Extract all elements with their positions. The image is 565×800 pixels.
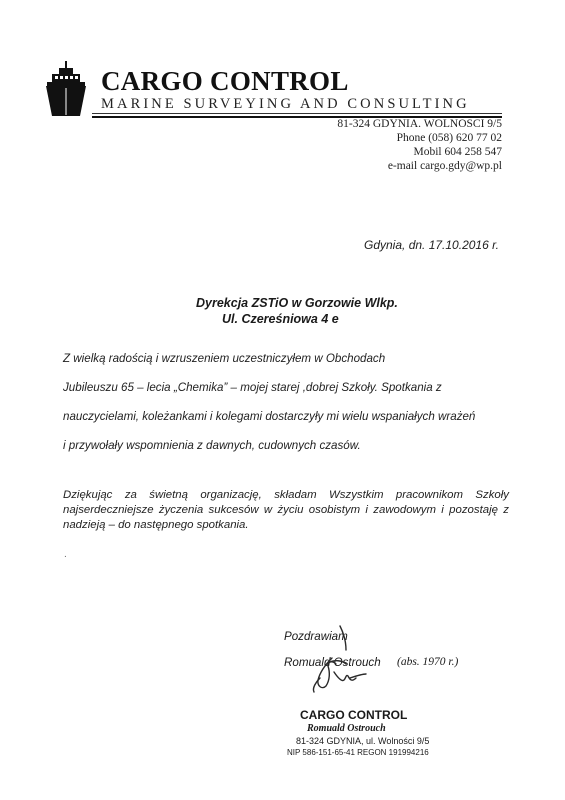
closing-greeting: Pozdrawiam bbox=[284, 630, 348, 643]
recipient-line-1: Dyrekcja ZSTiO w Gorzowie Wlkp. bbox=[196, 296, 398, 310]
alumni-note: (abs. 1970 r.) bbox=[397, 656, 459, 668]
company-name: CARGO CONTROL bbox=[101, 66, 349, 96]
letterhead-rule-thin bbox=[92, 113, 502, 114]
handwritten-signature bbox=[286, 620, 386, 700]
body-paragraph-2: Dziękując za świetną organizację, składam Wszystkim pracownikom Szkoły najserdeczniejsze życzenia sukcesów w życiu osobistym i zawodowym i pozostaję z nadzieją – do następnego spotkania. bbox=[63, 489, 509, 531]
body-line: nauczycielami, koleżankami i kolegami dostarczyły mi wielu wspaniałych wrażeń bbox=[63, 410, 476, 423]
stamp-person-name: Romuald Ostrouch bbox=[307, 723, 386, 734]
stamp-registry: NIP 586-151-65-41 REGON 191994216 bbox=[287, 748, 429, 757]
ship-icon bbox=[44, 60, 88, 118]
stamp-company-name: CARGO CONTROL bbox=[300, 708, 408, 722]
stray-mark: . bbox=[64, 549, 67, 560]
company-mobile: Mobil 604 258 547 bbox=[413, 146, 502, 158]
company-phone: Phone (058) 620 77 02 bbox=[396, 132, 502, 144]
recipient-line-2: Ul. Czereśniowa 4 e bbox=[222, 312, 339, 326]
body-line: i przywołały wspomnienia z dawnych, cudownych czasów. bbox=[63, 439, 361, 452]
company-email: e-mail cargo.gdy@wp.pl bbox=[387, 160, 502, 172]
body-line: Z wielką radością i wzruszeniem uczestniczyłem w Obchodach bbox=[63, 352, 386, 365]
body-line: Jubileuszu 65 – lecia „Chemika” – mojej starej ,dobrej Szkoły. Spotkania z bbox=[63, 381, 442, 394]
stamp-address: 81-324 GDYNIA, ul. Wolności 9/5 bbox=[296, 736, 430, 746]
date-line: Gdynia, dn. 17.10.2016 r. bbox=[364, 238, 499, 252]
sender-name: Romuald Ostrouch bbox=[284, 656, 381, 669]
company-tagline: MARINE SURVEYING AND CONSULTING bbox=[101, 96, 470, 112]
company-address: 81-324 GDYNIA. WOLNOSCI 9/5 bbox=[337, 118, 502, 130]
